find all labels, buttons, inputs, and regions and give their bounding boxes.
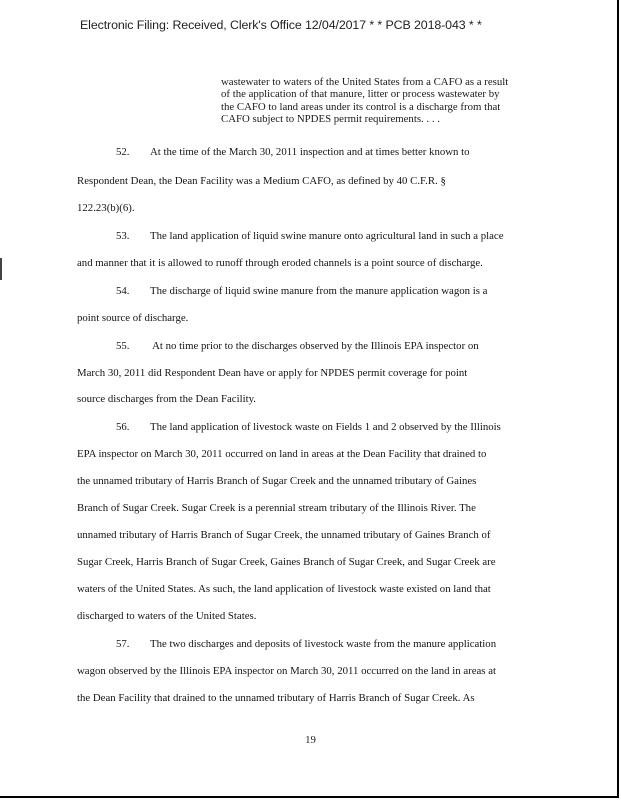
paragraph-number: 53. — [116, 230, 130, 242]
quote-line: CAFO subject to NPDES permit requirements. . . . — [221, 112, 440, 125]
electronic-filing-header: Electronic Filing: Received, Clerk's Office 12/04/2017 * * PCB 2018-043 * * — [80, 18, 482, 32]
paragraph-line: Respondent Dean, the Dean Facility was a Medium CAFO, as defined by 40 C.F.R. § — [77, 175, 446, 187]
paragraph-text: The land application of livestock waste on Fields 1 and 2 observed by the Illinois — [150, 421, 501, 433]
block-quote — [221, 76, 561, 125]
paragraph-52-first-line — [116, 145, 556, 159]
quote-line: wastewater to waters of the United States from a CAFO as a result — [221, 76, 509, 88]
paragraph-54-first-line — [116, 284, 556, 298]
paragraph-55-first-line — [116, 339, 556, 353]
paragraph-number: 57. — [116, 638, 130, 650]
paragraph-line: the unnamed tributary of Harris Branch of Sugar Creek and the unnamed tributary of Gaines — [77, 475, 477, 487]
quote-line: the CAFO to land areas under its control is a discharge from that — [221, 100, 501, 113]
paragraph-line: point source of discharge. — [77, 312, 189, 324]
paragraph-text: The discharge of liquid swine manure from the manure application wagon is a — [150, 285, 488, 297]
paragraph-line: unnamed tributary of Harris Branch of Sugar Creek, the unnamed tributary of Gaines Branch of — [77, 529, 491, 541]
quote-line: of the application of that manure, litter or process wastewater by — [221, 88, 500, 101]
margin-mark — [0, 258, 2, 280]
paragraph-number: 55. — [116, 340, 130, 352]
paragraph-number: 54. — [116, 285, 130, 297]
paragraph-57-first-line — [116, 637, 556, 651]
paragraph-text: The two discharges and deposits of livestock waste from the manure application — [150, 638, 497, 650]
paragraph-number: 52. — [116, 146, 130, 158]
paragraph-line: waters of the United States. As such, the land application of livestock waste existed on land that — [77, 583, 491, 595]
paragraph-line: EPA inspector on March 30, 2011 occurred on land in areas at the Dean Facility that drained to — [77, 448, 487, 460]
paragraph-line: and manner that it is allowed to runoff through eroded channels is a point source of discharge. — [77, 257, 483, 269]
paragraph-53-first-line — [116, 229, 556, 243]
paragraph-number: 56. — [116, 421, 130, 433]
paragraph-line: 122.23(b)(6). — [77, 202, 135, 214]
paragraph-text: At no time prior to the discharges observed by the Illinois EPA inspector on — [150, 340, 479, 352]
paragraph-line: Sugar Creek, Harris Branch of Sugar Creek, Gaines Branch of Sugar Creek, and Sugar Creek are — [77, 556, 496, 568]
paragraph-56-first-line — [116, 420, 556, 434]
paragraph-line: discharged to waters of the United States. — [77, 610, 257, 622]
paragraph-line: source discharges from the Dean Facility. — [77, 393, 256, 405]
paragraph-line: Branch of Sugar Creek. Sugar Creek is a perennial stream tributary of the Illinois River. The — [77, 502, 476, 514]
paragraph-line: the Dean Facility that drained to the unnamed tributary of Harris Branch of Sugar Creek. As — [77, 692, 475, 704]
page-number: 19 — [305, 734, 316, 746]
paragraph-text: At the time of the March 30, 2011 inspection and at times better known to — [150, 146, 470, 158]
paragraph-line: wagon observed by the Illinois EPA inspector on March 30, 2011 occurred on the land in areas at — [77, 665, 496, 677]
paragraph-text: The land application of liquid swine manure onto agricultural land in such a place — [150, 230, 504, 242]
paragraph-line: March 30, 2011 did Respondent Dean have or apply for NPDES permit coverage for point — [77, 367, 468, 379]
